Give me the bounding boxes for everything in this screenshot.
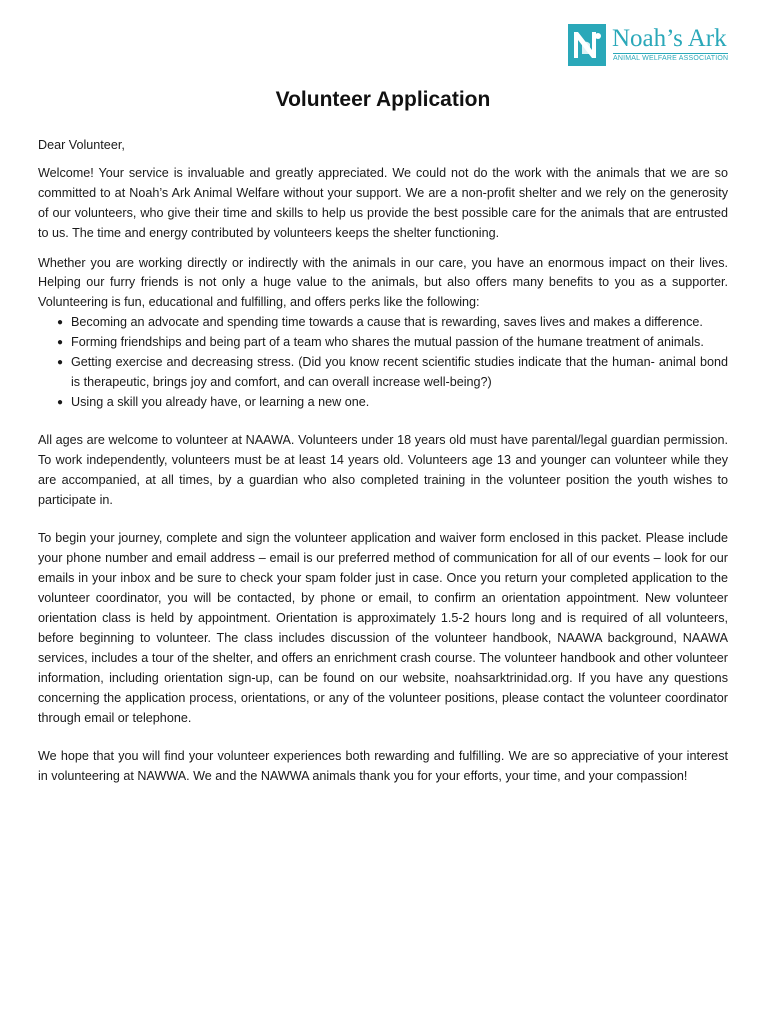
list-item — [57, 393, 728, 413]
paragraph-closing: We hope that you will find your volunteer experiences both rewarding and fulfilling. We are so appreciative of your interest in volunteering at NAWWA. We and the NAWWA animals thank you for your efforts, your time, and your compassion! — [38, 749, 728, 784]
bullet-icon: ● — [57, 337, 64, 349]
salutation: Dear Volunteer, — [38, 138, 125, 152]
benefit-text: Forming friendships and being part of a team who shares the mutual passion of the humane treatment of animals. — [71, 335, 704, 350]
paragraph-journey: To begin your journey, complete and sign the volunteer application and waiver form enclosed in this packet. Please include your phone number and email address – email is our preferred method of communication for all of our events – look for our emails in your inbox and be sure to check your spam folder just in case. Once you return your completed application to the volunteer coordinator, you will be contacted, by phone or email, to confirm an orientation appointment. New volunteer orientation class is held by appointment. Orientation is approximately 1.5-2 hours long and is required of all volunteers, before beginning to volunteer. The class includes discussion of the volunteer handbook, NAAWA background, NAAWA services, includes a tour of the shelter, and offers an enrichment crash course. The volunteer handbook and other volunteer information, including orientation sign-up, can be found on our website, noahsarktrinidad.org. If you have any questions concerning the application process, orientations, or any of the volunteer positions, please contact the volunteer coordinator through email or telephone. — [38, 531, 728, 725]
bullet-icon: ● — [57, 317, 64, 329]
paragraph-welcome: Welcome! Your service is invaluable and greatly appreciated. We could not do the work with the animals that we are so committed to at Noah’s Ark Animal Welfare without your support. We are a non-profit shelter and we rely on the generosity of our volunteers, who give their time and skills to help us provide the best possible care for the animals that are entrusted to us. The time and energy contributed by volunteers keeps the shelter functioning. — [38, 165, 728, 240]
benefits-list — [38, 313, 728, 413]
logo-tagline: ANIMAL WELFARE ASSOCIATION — [613, 55, 729, 62]
benefit-text: Using a skill you already have, or learning a new one. — [71, 394, 370, 409]
paragraph-ages: All ages are welcome to volunteer at NAAWA. Volunteers under 18 years old must have parental/legal guardian permission. To work independently, volunteers must be at least 14 years old. Volunteers age 13 and younger can volunteer while they are accompanied, at all times, by a guardian who also completed training in the volunteer position the youth wishes to participate in. — [38, 432, 728, 507]
benefit-text: Becoming an advocate and spending time towards a cause that is rewarding, saves lives and makes a difference. — [71, 315, 703, 330]
paragraph-impact: Whether you are working directly or indirectly with the animals in our care, you have an enormous impact on their lives. Helping our furry friends is not only a huge value to the animals, but also offers many benefits to you as a supporter. Volunteering is fun, educational and fulfilling, and offers perks like the following: — [38, 255, 728, 310]
ark-logo-icon — [568, 24, 606, 66]
benefit-text: Getting exercise and decreasing stress. (Did you know recent scientific studies indicate that the human- animal bond is therapeutic, brings joy and comfort, and can overall increase well-being?) — [71, 355, 728, 389]
list-item — [57, 313, 728, 333]
page-title: Volunteer Application — [275, 88, 491, 111]
noahs-ark-logo — [568, 24, 740, 68]
list-item — [57, 353, 728, 393]
letter-body — [38, 84, 728, 797]
list-item — [57, 333, 728, 353]
logo-name: Noah’s Ark — [612, 25, 727, 52]
bullet-icon: ● — [57, 357, 64, 369]
bullet-icon: ● — [57, 396, 64, 408]
